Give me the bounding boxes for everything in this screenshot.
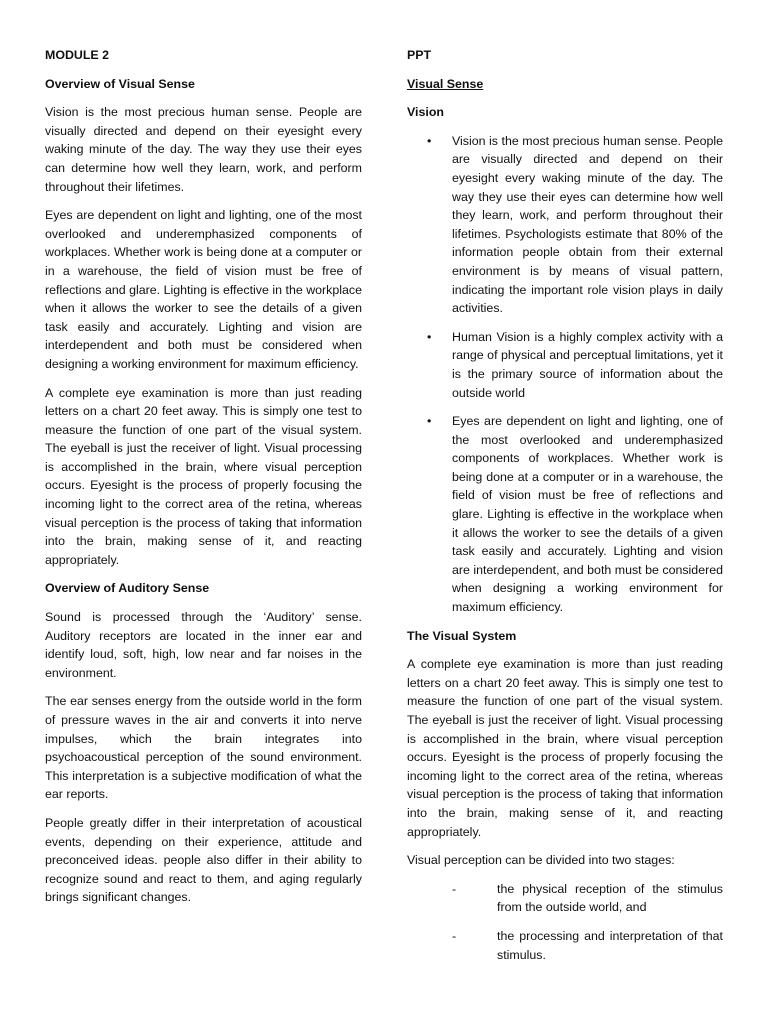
- stages-list: [407, 880, 723, 964]
- visual-paragraph-1: Vision is the most precious human sense. People are visually directed and depend on their eyesight every waking minute of the day. The way they use their eyes can determine how well they learn, work, and perform throughout their lifetimes.: [45, 105, 362, 194]
- list-item: [407, 328, 723, 402]
- stage-text: the processing and interpretation of that stimulus.: [497, 928, 723, 962]
- bullet-icon: •: [427, 414, 432, 429]
- vision-heading: Vision: [407, 105, 444, 120]
- visual-system-heading: The Visual System: [407, 628, 517, 643]
- visual-paragraph-3: A complete eye examination is more than just reading letters on a chart 20 feet away. This is simply one test to measure the function of one part of the visual system. The eyeball is just the receiver of light. Visual processing is accomplished in the brain, where visual perception occurs. Eyesight is the process of properly focusing the incoming light to the correct area of the retina, whereas visual perception is the process of taking that information into the brain, making sense of it, and reacting appropriately.: [45, 385, 362, 567]
- visual-system-paragraph: A complete eye examination is more than just reading letters on a chart 20 feet away. This is simply one test to measure the function of one part of the visual system. The eyeball is just the receiver of light. Visual processing is accomplished in the brain, where visual perception occurs. Eyesight is the process of properly focusing the incoming light to the correct area of the retina, whereas visual perception is the process of taking that information into the brain, making sense of it, and reacting appropriately.: [407, 657, 723, 839]
- visual-sense-heading: Visual Sense: [407, 76, 484, 91]
- left-column-module-notes: [45, 46, 362, 917]
- list-item: [407, 927, 723, 964]
- bullet-text: Vision is the most precious human sense. People are visually directed and depend on their eyesight every waking minute of the day. The way they use their eyes can determine how well they learn, work, and perform throughout their lifetimes. Psychologists estimate that 80% of the information people obtain from their external environment is by means of visual pattern, indicating the important role vision plays in daily activities.: [452, 133, 723, 316]
- right-column-ppt-notes: [407, 46, 723, 974]
- stages-intro: Visual perception can be divided into two stages:: [407, 853, 675, 868]
- dash-icon: -: [452, 881, 457, 896]
- vision-bullet-list: [407, 132, 723, 617]
- dash-icon: -: [452, 928, 457, 943]
- list-item: [407, 132, 723, 318]
- visual-paragraph-2: Eyes are dependent on light and lighting, one of the most overlooked and underemphasized components of workplaces. Whether work is being done at a computer or in a warehouse, the field of vision must be free of reflections and glare. Lighting is effective in the workplace when it allows the worker to see the details of a given task easily and accurately. Lighting and vision are interdependent and both must be considered when designing a working environment for maximum efficiency.: [45, 208, 362, 371]
- module-title: MODULE 2: [45, 48, 110, 62]
- stage-text: the physical reception of the stimulus from the outside world, and: [497, 881, 723, 915]
- bullet-icon: •: [427, 133, 432, 148]
- auditory-paragraph-1: Sound is processed through the ‘Auditory’ sense. Auditory receptors are located in the inner ear and identify loud, soft, high, low near and far noises in the environment.: [45, 610, 362, 680]
- list-item: [407, 880, 723, 917]
- auditory-sense-overview-heading: Overview of Auditory Sense: [45, 581, 210, 596]
- visual-sense-overview-heading: Overview of Visual Sense: [45, 76, 195, 91]
- bullet-text: Eyes are dependent on light and lighting, one of the most overlooked and underemphasized components of workplaces. Whether work is being done at a computer or in a warehouse, the field of vision must be free of reflections and glare. Lighting is effective in the workplace when it allows the worker to see the details of a given task easily and accurately. Lighting and vision are interdependent, and both must be considered when designing a working environment for maximum efficiency.: [452, 414, 723, 615]
- ppt-title: PPT: [407, 48, 432, 62]
- bullet-text: Human Vision is a highly complex activity with a range of physical and perceptual limitations, yet it is the primary source of information about the outside world: [452, 329, 723, 400]
- bullet-icon: •: [427, 329, 432, 344]
- auditory-paragraph-2: The ear senses energy from the outside world in the form of pressure waves in the air and converts it into nerve impulses, which the brain integrates into psychoacoustical perception of the sound environment. This interpretation is a subjective modification of what the ear reports.: [45, 694, 362, 802]
- list-item: [407, 412, 723, 617]
- auditory-paragraph-3: People greatly differ in their interpretation of acoustical events, depending on their experience, attitude and preconceived ideas. people also differ in their ability to recognize sound and react to them, and aging regularly brings significant changes.: [45, 815, 362, 905]
